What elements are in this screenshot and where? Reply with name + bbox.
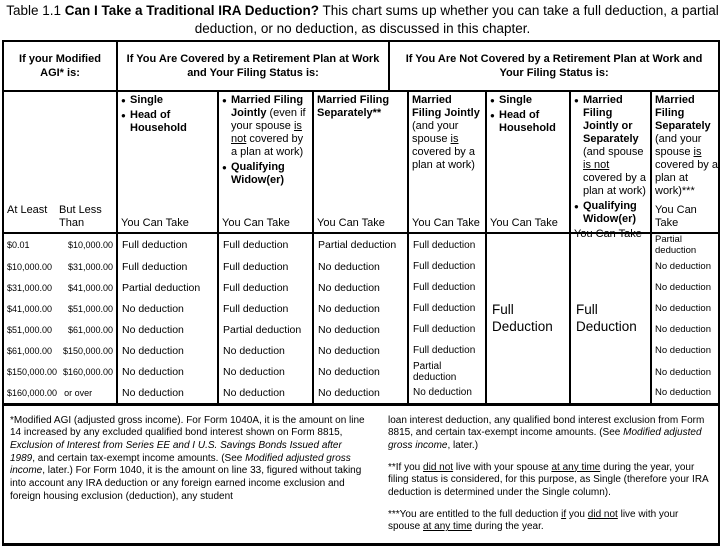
but-less-value: $10,000.00 [67, 240, 113, 250]
deduction-cell: Full deduction [408, 319, 486, 340]
header-covered-group: If You Are Covered by a Retirement Plan at Work and Your Filing Status is: [116, 42, 388, 90]
deduction-cell: No deduction [117, 340, 218, 361]
deduction-cell: Full deduction [408, 298, 486, 319]
filing-status-label: Married Filing Jointly or Separately [583, 94, 639, 145]
filing-status-label: Married Filing Separately** [317, 94, 390, 119]
footnote-continuation [388, 415, 712, 453]
deduction-cell: No deduction [313, 256, 408, 277]
header-not-covered-group: If You Are Not Covered by a Retirement Plan at Work and Your Filing Status is: [388, 42, 718, 90]
header-notcovered-mfj-or-sep [570, 91, 651, 240]
footnote-underline: if [561, 508, 567, 520]
footnote-row [3, 404, 719, 545]
filing-status-label: Married Filing Jointly [412, 94, 480, 119]
footnote-text: during the year. [471, 521, 544, 533]
footnote-modified-agi [10, 415, 368, 504]
bullet-icon: ● [574, 202, 579, 211]
header-notcovered-mfj-spouse-covered [408, 91, 486, 233]
footnote-cell [3, 404, 719, 545]
footnote-citation: Modified adjusted gross income [388, 427, 702, 451]
footnote-citation: Exclusion of Interest from Series EE and I U.S. Savings Bonds Issued after 1989 [10, 439, 342, 464]
footnote-text: live with your spouse [453, 461, 552, 473]
footnote-text: , later.) [447, 439, 479, 451]
deduction-cell: No deduction [313, 298, 408, 319]
deduction-cell: Partial deduction [651, 233, 719, 256]
table-title-bold: Can I Take a Traditional IRA Deduction? [64, 3, 320, 18]
at-least-value: $150,000.00 [7, 367, 58, 377]
agi-range-cell [3, 256, 117, 277]
filing-status-note-underline: is not [583, 159, 610, 171]
footnote-underline: at any time [423, 521, 472, 533]
header-covered-single-hoh [117, 91, 218, 233]
at-least-value: $41,000.00 [7, 303, 53, 314]
agi-range-cell [3, 233, 117, 256]
ira-deduction-table [2, 40, 720, 546]
deduction-cell: No deduction [117, 383, 218, 404]
deduction-cell: Partial deduction [117, 277, 218, 298]
footnote-text: live with your spouse [388, 508, 679, 533]
filing-status-note: (even if your spouse [231, 107, 306, 132]
deduction-cell: Partial deduction [218, 319, 313, 340]
bullet-icon: ● [121, 96, 126, 105]
filing-status-label: Married Filing Separately [655, 94, 711, 132]
but-less-value: $51,000.00 [67, 303, 113, 314]
filing-status-label: Head of Household [499, 109, 556, 134]
you-can-take-label: You Can Take [655, 204, 697, 229]
filing-status-label: Qualifying Widow(er) [231, 161, 285, 186]
footnote-underline: did not [587, 508, 618, 520]
at-least-value: $160,000.00 [7, 387, 58, 398]
deduction-cell: Partial deduction [313, 233, 408, 256]
table-title [0, 0, 725, 40]
at-least-value: $61,000.00 [7, 345, 53, 356]
footnote-underline: did not [423, 461, 454, 473]
deduction-cell: No deduction [313, 340, 408, 361]
footnote-underline: at any time [551, 461, 601, 473]
deduction-cell: No deduction [313, 319, 408, 340]
footnote-text: **If you [388, 461, 424, 473]
filing-status-note: (and your spouse [655, 133, 702, 158]
deduction-cell: No deduction [651, 277, 719, 298]
filing-status-label: Single [130, 94, 164, 106]
filing-status-note: (and your spouse [412, 120, 459, 145]
deduction-cell: No deduction [651, 319, 719, 340]
but-less-value: $41,000.00 [67, 282, 113, 293]
deduction-cell: Full deduction [117, 256, 218, 277]
filing-status-note: covered by a plan at work) [231, 133, 304, 158]
deduction-cell: No deduction [218, 340, 313, 361]
filing-status-note: covered by a plan at work) [412, 146, 475, 171]
deduction-cell: Full deduction [218, 298, 313, 319]
filing-status-note: (and spouse [583, 146, 644, 158]
filing-status-note-underline: is [450, 133, 459, 145]
deduction-cell: No deduction [117, 298, 218, 319]
header-row-groups [3, 41, 719, 91]
agi-range-cell [3, 277, 117, 298]
but-less-than-label: But Less Than [59, 204, 102, 229]
you-can-take-label: You Can Take [574, 228, 642, 240]
filing-status-label: Head of Household [130, 109, 187, 134]
footnote-text: ***You are entitled to the full deduction [388, 508, 562, 520]
deduction-cell: No deduction [313, 277, 408, 298]
but-less-value: or over [64, 387, 93, 398]
deduction-cell: No deduction [651, 383, 719, 404]
at-least-value: $31,000.00 [7, 282, 53, 293]
but-less-value: $150,000.00 [62, 345, 113, 356]
bullet-icon: ● [490, 111, 495, 120]
deduction-cell: Full deduction [408, 256, 486, 277]
but-less-value: $61,000.00 [67, 324, 113, 335]
footnote-text: , later.) For Form 1040, it is the amount on line 33, figured without taking into account any IRA deduction or any foreign earned income exclusion and foreign housing exclusion (deduction), any student [10, 465, 362, 502]
deduction-cell: Full deduction [408, 277, 486, 298]
header-notcovered-mfs-spouse-covered [651, 91, 719, 233]
at-least-value: $51,000.00 [7, 324, 53, 335]
deduction-cell: Full deduction [218, 233, 313, 256]
footnote-text: you [566, 508, 588, 520]
filing-status-note: covered by a plan at work) [583, 172, 646, 197]
footnote-triple-asterisk [388, 509, 712, 534]
bullet-icon: ● [222, 96, 227, 105]
footnote-double-asterisk [388, 462, 712, 500]
but-less-value: $160,000.00 [62, 367, 113, 377]
agi-range-cell [3, 340, 117, 361]
deduction-cell: Full deduction [218, 256, 313, 277]
deduction-cell: Full deduction [408, 233, 486, 256]
header-covered-mfj-qw [218, 91, 313, 233]
agi-range-cell [3, 383, 117, 404]
bullet-icon: ● [121, 111, 126, 120]
filing-status-note-underline: is [693, 146, 702, 158]
bullet-icon: ● [490, 96, 495, 105]
footnote-text: during the year, your filing status is considered, for this purpose, as Single (therefore your IRA deduction is determined under the Single column). [388, 461, 709, 499]
filing-status-label: Single [499, 94, 533, 106]
table-number: Table 1.1 [6, 3, 65, 18]
footnote-text: *Modified AGI (adjusted gross income). For Form 1040A, it is the amount on line 14 increased by any excluded qualified bond interest shown on Form 8815, [10, 414, 365, 439]
header-notcovered-single-hoh [486, 91, 570, 233]
you-can-take-label: You Can Take [317, 217, 385, 229]
deduction-cell: No deduction [651, 361, 719, 383]
filing-status-note-underline: is not [231, 120, 302, 145]
deduction-cell: No deduction [117, 319, 218, 340]
header-covered-mfs [313, 91, 408, 233]
you-can-take-label: You Can Take [222, 217, 290, 229]
deduction-cell: Full deduction [117, 233, 218, 256]
header-agi-range [3, 91, 117, 233]
you-can-take-label: You Can Take [121, 217, 189, 229]
filing-status-label: Qualifying Widow(er) [583, 200, 637, 225]
at-least-value: $0.01 [7, 240, 30, 250]
footnote-right-column [388, 415, 712, 544]
deduction-cell: No deduction [117, 361, 218, 383]
footnote-text: , and certain tax-exempt income amounts. (See [32, 452, 246, 464]
deduction-cell: No deduction [313, 383, 408, 404]
but-less-value: $31,000.00 [67, 261, 113, 272]
agi-range-cell [3, 298, 117, 319]
deduction-cell: Partial deduction [408, 361, 486, 383]
bullet-icon: ● [222, 163, 227, 172]
bullet-icon: ● [574, 96, 579, 105]
table-title-rest: This chart sums up whether you can take a full deduction, a partial deduction, or no deduction, as discussed in this chapter. [194, 3, 719, 36]
deduction-cell: No deduction [218, 383, 313, 404]
footnote-text: loan interest deduction, any qualified bond interest exclusion from Form 8815, and certain tax-exempt income amounts. (See [388, 414, 705, 439]
full-deduction-merged-cell: Full Deduction [570, 233, 651, 404]
you-can-take-label: You Can Take [412, 217, 480, 229]
filing-status-note: covered by a plan at work)*** [655, 159, 718, 197]
deduction-cell: No deduction [218, 361, 313, 383]
deduction-cell: No deduction [313, 361, 408, 383]
at-least-value: $10,000.00 [7, 261, 53, 272]
at-least-label: At Least [7, 204, 48, 216]
agi-range-cell [3, 361, 117, 383]
full-deduction-merged-cell: Full Deduction [486, 233, 570, 404]
deduction-cell: No deduction [651, 256, 719, 277]
you-can-take-label: You Can Take [490, 217, 558, 229]
deduction-cell: Full deduction [408, 340, 486, 361]
filing-status-label: Married Filing Jointly [231, 94, 304, 119]
header-modified-agi: If your Modified AGI* is: [19, 53, 101, 79]
deduction-cell: No deduction [651, 298, 719, 319]
footnote-citation: Modified adjusted gross income [10, 452, 351, 477]
agi-range-cell [3, 319, 117, 340]
deduction-cell: No deduction [408, 383, 486, 404]
deduction-cell: Full deduction [218, 277, 313, 298]
deduction-cell: No deduction [651, 340, 719, 361]
